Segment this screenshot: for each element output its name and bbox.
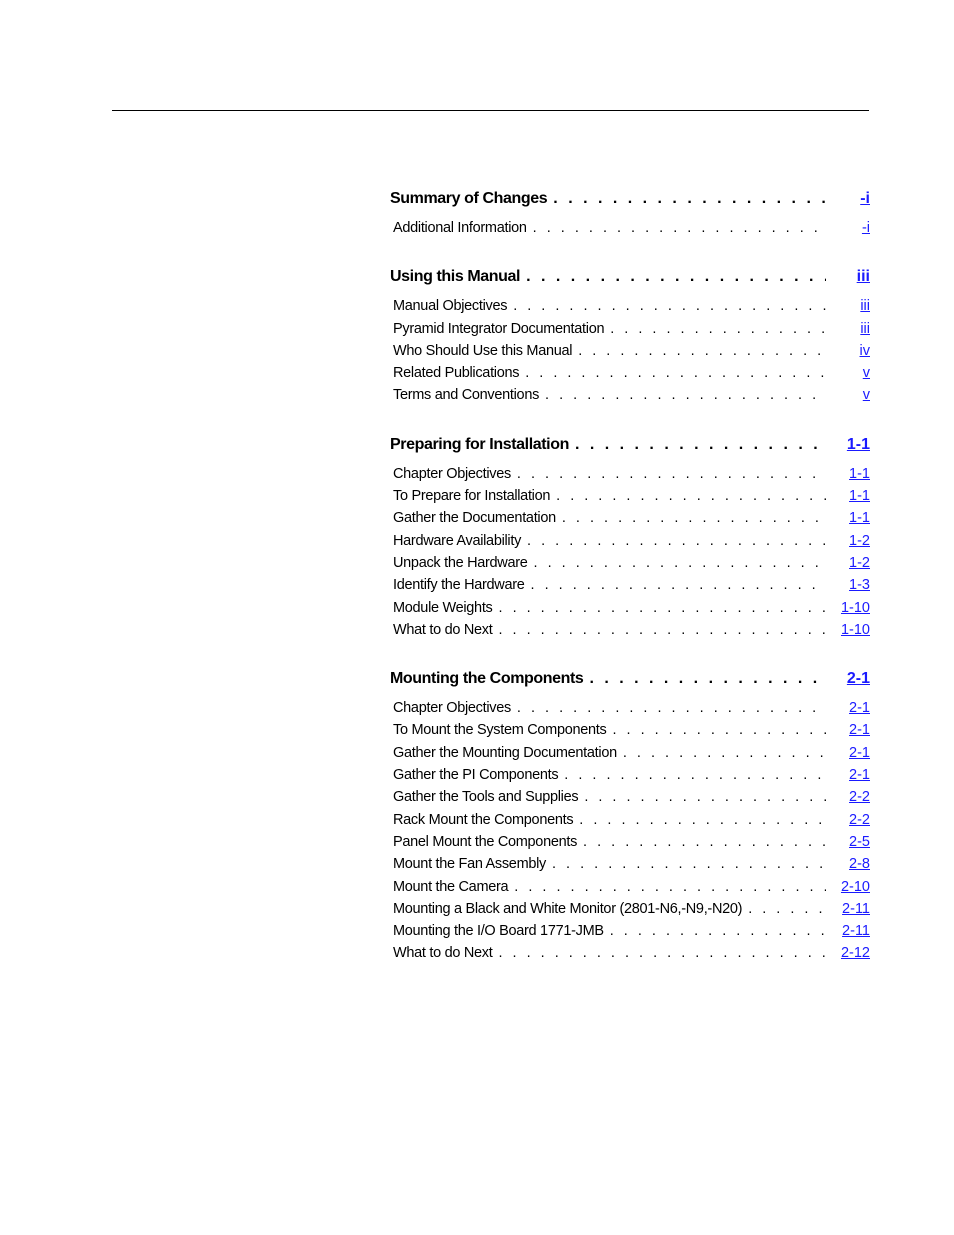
toc-entry[interactable] xyxy=(390,510,870,532)
chapter-page-link[interactable]: -i xyxy=(860,190,870,207)
entry-title: Mount the Camera xyxy=(393,878,509,895)
table-of-contents xyxy=(390,190,870,994)
entry-page-link[interactable]: 2-11 xyxy=(842,900,870,917)
dot-leader xyxy=(498,945,826,961)
entry-page-link[interactable]: 2-8 xyxy=(849,856,870,873)
dot-leader xyxy=(553,190,826,208)
entry-title: Pyramid Integrator Documentation xyxy=(393,320,605,337)
dot-leader xyxy=(545,387,826,403)
toc-entry[interactable] xyxy=(390,901,870,923)
entry-page-link[interactable]: 2-11 xyxy=(842,923,870,940)
entry-page-link[interactable]: iv xyxy=(859,342,870,359)
chapter-title: Summary of Changes xyxy=(390,190,548,207)
entry-page-link[interactable]: 1-2 xyxy=(849,554,870,571)
entry-title: To Prepare for Installation xyxy=(393,488,551,505)
entry-title: Gather the PI Components xyxy=(393,767,559,784)
toc-entry[interactable] xyxy=(390,298,870,320)
dot-leader xyxy=(612,722,826,738)
dot-leader xyxy=(531,577,826,593)
toc-entry[interactable] xyxy=(390,343,870,365)
toc-chapter-heading[interactable] xyxy=(390,190,870,214)
dot-leader xyxy=(562,510,826,526)
toc-section-mounting-the-components xyxy=(390,670,870,968)
entry-title: Who Should Use this Manual xyxy=(393,342,573,359)
entry-title: Related Publications xyxy=(393,365,520,382)
toc-chapter-heading[interactable] xyxy=(390,436,870,460)
dot-leader xyxy=(575,436,826,454)
entry-title: Gather the Mounting Documentation xyxy=(393,744,617,761)
toc-entry[interactable] xyxy=(390,812,870,834)
entry-page-link[interactable]: 1-10 xyxy=(840,621,870,638)
toc-chapter-heading[interactable] xyxy=(390,268,870,292)
entry-title: Unpack the Hardware xyxy=(393,554,528,571)
toc-entry[interactable] xyxy=(390,321,870,343)
entry-page-link[interactable]: 2-12 xyxy=(840,945,870,962)
dot-leader xyxy=(556,488,826,504)
dot-leader xyxy=(533,220,826,236)
dot-leader xyxy=(589,670,826,688)
dot-leader xyxy=(610,923,826,939)
entry-title: Rack Mount the Components xyxy=(393,811,574,828)
toc-entry[interactable] xyxy=(390,923,870,945)
toc-entry[interactable] xyxy=(390,365,870,387)
dot-leader xyxy=(578,343,826,359)
toc-entry[interactable] xyxy=(390,879,870,901)
dot-leader xyxy=(526,268,826,286)
dot-leader xyxy=(552,856,826,872)
entry-title: What to do Next xyxy=(393,621,493,638)
dot-leader xyxy=(584,789,826,805)
entry-page-link[interactable]: v xyxy=(862,387,870,404)
dot-leader xyxy=(513,298,826,314)
dot-leader xyxy=(525,365,826,381)
entry-title: Terms and Conventions xyxy=(393,387,540,404)
entry-title: Hardware Availability xyxy=(393,532,522,549)
entry-title: Additional Information xyxy=(393,220,527,236)
toc-entry[interactable] xyxy=(390,577,870,599)
entry-title: Panel Mount the Components xyxy=(393,833,578,850)
entry-page-link[interactable]: 2-1 xyxy=(849,700,870,717)
entry-page-link[interactable]: v xyxy=(862,365,870,382)
entry-title: To Mount the System Components xyxy=(393,722,607,739)
entry-page-link[interactable]: iii xyxy=(860,320,870,337)
chapter-page-link[interactable]: iii xyxy=(856,268,870,286)
dot-leader xyxy=(499,600,826,616)
toc-entry[interactable] xyxy=(390,466,870,488)
toc-entry[interactable] xyxy=(390,555,870,577)
entry-page-link[interactable]: 2-1 xyxy=(849,722,870,739)
entry-page-link[interactable]: 2-5 xyxy=(849,833,870,850)
entry-title: Identify the Hardware xyxy=(393,577,525,594)
toc-entry[interactable] xyxy=(390,745,870,767)
dot-leader xyxy=(517,466,826,482)
entry-title: Manual Objectives xyxy=(393,298,508,315)
dot-leader xyxy=(527,533,826,549)
entry-title: What to do Next xyxy=(393,945,493,962)
entry-page-link[interactable]: 1-1 xyxy=(849,510,870,527)
toc-entry[interactable] xyxy=(390,767,870,789)
toc-entry[interactable] xyxy=(390,834,870,856)
entry-page-link[interactable]: 2-2 xyxy=(849,811,870,828)
entry-title: Gather the Tools and Supplies xyxy=(393,789,579,806)
entry-page-link[interactable]: 1-1 xyxy=(849,465,870,482)
entry-title: Chapter Objectives xyxy=(393,465,511,482)
dot-leader xyxy=(514,879,826,895)
dot-leader xyxy=(564,767,826,783)
entry-page-link[interactable]: 2-10 xyxy=(840,878,870,895)
dot-leader xyxy=(610,321,826,337)
entry-title: Gather the Documentation xyxy=(393,510,556,527)
toc-entry[interactable] xyxy=(390,220,870,242)
dot-leader xyxy=(623,745,826,761)
toc-entry[interactable] xyxy=(390,533,870,555)
entry-page-link[interactable]: 2-2 xyxy=(849,789,870,806)
toc-section-using-this-manual xyxy=(390,268,870,409)
entry-page-link[interactable]: 1-3 xyxy=(849,577,870,594)
entry-page-link[interactable]: 1-10 xyxy=(840,599,870,616)
dot-leader xyxy=(498,622,826,638)
entry-page-link[interactable]: 1-1 xyxy=(849,488,870,505)
entry-page-link[interactable]: 2-1 xyxy=(849,767,870,784)
dot-leader xyxy=(517,700,826,716)
toc-entry[interactable] xyxy=(390,387,870,409)
chapter-page-link[interactable]: 2-1 xyxy=(846,670,870,688)
header-rule xyxy=(112,110,869,111)
toc-entry[interactable] xyxy=(390,488,870,510)
entry-title: Chapter Objectives xyxy=(393,700,511,717)
toc-entry[interactable] xyxy=(390,622,870,644)
entry-title: Mounting the I/O Board 1771-JMB xyxy=(393,923,604,940)
entry-title: Mount the Fan Assembly xyxy=(393,856,546,873)
toc-entry[interactable] xyxy=(390,722,870,744)
dot-leader xyxy=(583,834,826,850)
chapter-page-link[interactable]: 1-1 xyxy=(846,435,870,453)
dot-leader xyxy=(748,901,826,917)
toc-section-summary-of-changes xyxy=(390,190,870,242)
toc-chapter-heading[interactable] xyxy=(390,670,870,694)
toc-entry[interactable] xyxy=(390,700,870,722)
chapter-title: Using this Manual xyxy=(390,268,521,286)
entry-page-link[interactable]: -i xyxy=(861,220,870,236)
toc-entry[interactable] xyxy=(390,789,870,811)
chapter-title: Preparing for Installation xyxy=(390,435,569,453)
dot-leader xyxy=(534,555,826,571)
entry-page-link[interactable]: 1-2 xyxy=(849,532,870,549)
entry-title: Module Weights xyxy=(393,599,493,616)
toc-entry[interactable] xyxy=(390,945,870,967)
chapter-title: Mounting the Components xyxy=(390,670,584,688)
entry-page-link[interactable]: iii xyxy=(860,298,870,315)
toc-section-preparing-for-installation xyxy=(390,436,870,644)
entry-title: Mounting a Black and White Monitor (2801-N6,-N9,-N20) xyxy=(393,900,743,917)
entry-page-link[interactable]: 2-1 xyxy=(849,744,870,761)
toc-entry[interactable] xyxy=(390,856,870,878)
dot-leader xyxy=(579,812,826,828)
toc-entry[interactable] xyxy=(390,600,870,622)
